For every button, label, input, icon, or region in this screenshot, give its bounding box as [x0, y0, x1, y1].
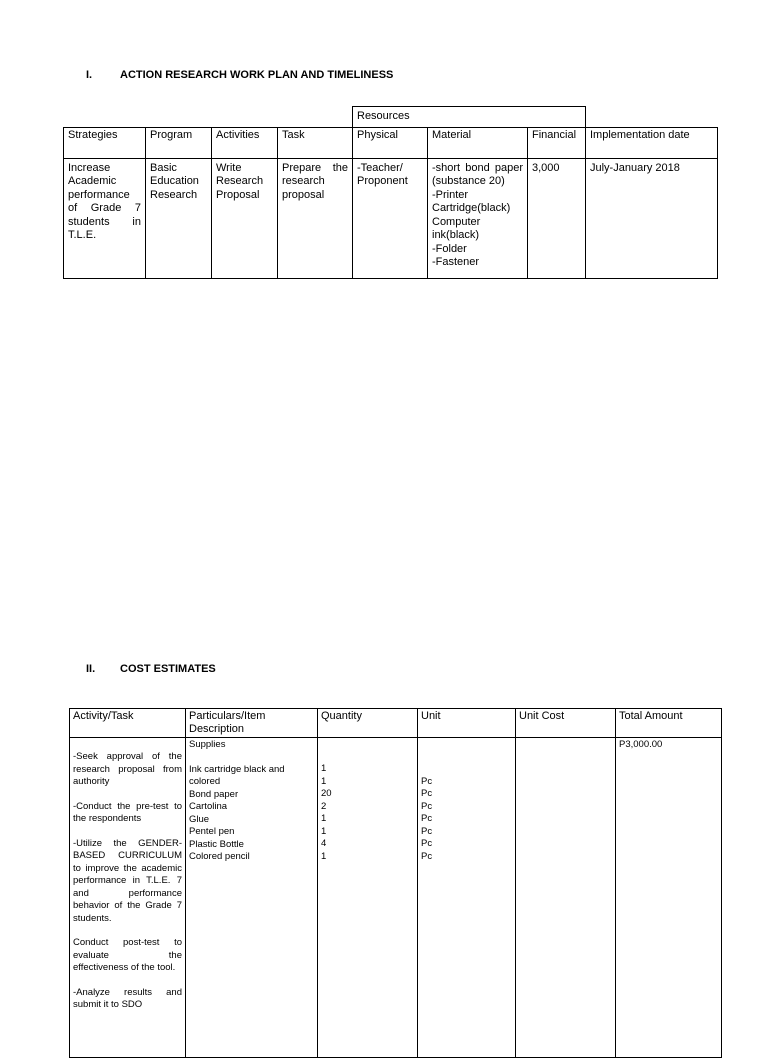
unit-item: Pc: [421, 825, 433, 837]
section-1-number: I.: [86, 69, 93, 81]
particular-item: Bond paper: [189, 788, 239, 800]
header-unit: Unit: [418, 709, 516, 738]
activity-item: -Seek approval of the research proposal from authority: [73, 751, 182, 787]
section-1-heading: [86, 69, 393, 81]
header-implementation-date: Implementation date: [586, 127, 718, 158]
material-item: -short bond paper (substance 20): [432, 161, 523, 187]
particular-item: Colored pencil: [189, 851, 250, 862]
particular-item: Plastic Bottle: [189, 838, 244, 850]
cell-activities: Write Research Proposal: [212, 158, 278, 278]
particular-item: Pentel pen: [189, 826, 235, 837]
activity-item: -Conduct the pre-test to the respondents: [73, 800, 182, 824]
activity-item: Conduct post-test to evaluate the effectiveness of the tool.: [73, 937, 182, 973]
particular-item: Cartolina: [189, 801, 228, 812]
header-physical: Physical: [353, 127, 428, 158]
section-2-number: II.: [86, 663, 96, 675]
quantity-item: 2: [321, 800, 327, 812]
unit-item: Pc: [421, 800, 433, 812]
header-particulars: Particulars/Item Description: [186, 709, 318, 738]
work-plan-table: [63, 106, 718, 279]
unit-item: [421, 763, 512, 776]
quantity-item: 1: [321, 825, 327, 837]
material-item: -Fastener: [432, 256, 480, 268]
particular-item: Glue: [189, 813, 210, 825]
quantity-item: 1: [321, 850, 327, 862]
cost-row: [70, 738, 722, 1058]
cell-activity-list: [70, 738, 186, 1058]
quantity-item: 4: [321, 838, 327, 849]
unit-item: Pc: [421, 850, 433, 862]
header-activity-task: Activity/Task: [70, 709, 186, 738]
header-strategies: Strategies: [64, 127, 146, 158]
quantity-item: 1: [321, 763, 327, 774]
cell-physical: -Teacher/ Proponent: [353, 158, 428, 278]
quantity-item: 20: [321, 788, 332, 799]
quantity-item: 1: [321, 775, 327, 787]
cell-particulars: [186, 738, 318, 1058]
header-total-amount: Total Amount: [616, 709, 722, 738]
particular-item: Ink cartridge black and: [189, 763, 285, 775]
section-2-title: COST ESTIMATES: [120, 663, 216, 675]
section-2-heading: [86, 663, 216, 675]
unit-item: Pc: [421, 813, 433, 824]
header-quantity: Quantity: [318, 709, 418, 738]
header-task: Task: [278, 127, 353, 158]
supplies-label: Supplies: [189, 739, 226, 750]
cell-program: Basic Education Research: [146, 158, 212, 278]
material-item: -Folder: [432, 242, 467, 255]
cell-unit-cost: [516, 738, 616, 1058]
resources-header: Resources: [353, 107, 586, 128]
unit-item: Pc: [421, 838, 433, 849]
activity-item: -Analyze results and submit it to SDO: [73, 986, 182, 1010]
material-item: -Printer Cartridge(black): [432, 188, 511, 214]
unit-item: Pc: [421, 775, 433, 787]
header-material: Material: [428, 127, 528, 158]
cell-quantity: [318, 738, 418, 1058]
header-program: Program: [146, 127, 212, 158]
quantity-item: 1: [321, 813, 327, 824]
cost-estimates-table: [69, 708, 722, 1058]
material-item: Computer ink(black): [432, 215, 481, 241]
cell-strategies: Increase Academic performance of Grade 7 students in T.L.E.: [64, 158, 146, 278]
cell-implementation-date: July-January 2018: [586, 158, 718, 278]
section-1-title: ACTION RESEARCH WORK PLAN AND TIMELINESS: [120, 69, 394, 81]
header-unit-cost: Unit Cost: [516, 709, 616, 738]
unit-item: Pc: [421, 788, 433, 799]
cell-task: Prepare the research proposal: [278, 158, 353, 278]
header-activities: Activities: [212, 127, 278, 158]
cell-total-amount: P3,000.00: [616, 738, 722, 1058]
particular-item: colored: [189, 776, 221, 787]
header-financial: Financial: [528, 127, 586, 158]
cell-financial: 3,000: [528, 158, 586, 278]
cost-header-row: [70, 709, 722, 738]
work-plan-header-row: [64, 127, 718, 158]
cell-unit: [418, 738, 516, 1058]
work-plan-row: [64, 158, 718, 278]
activity-item: -Utilize the GENDER-BASED CURRICULUM to improve the academic performance in T.L.E. 7 and performance behavior of the Grade 7 students.: [73, 837, 182, 924]
cell-material: [428, 158, 528, 278]
